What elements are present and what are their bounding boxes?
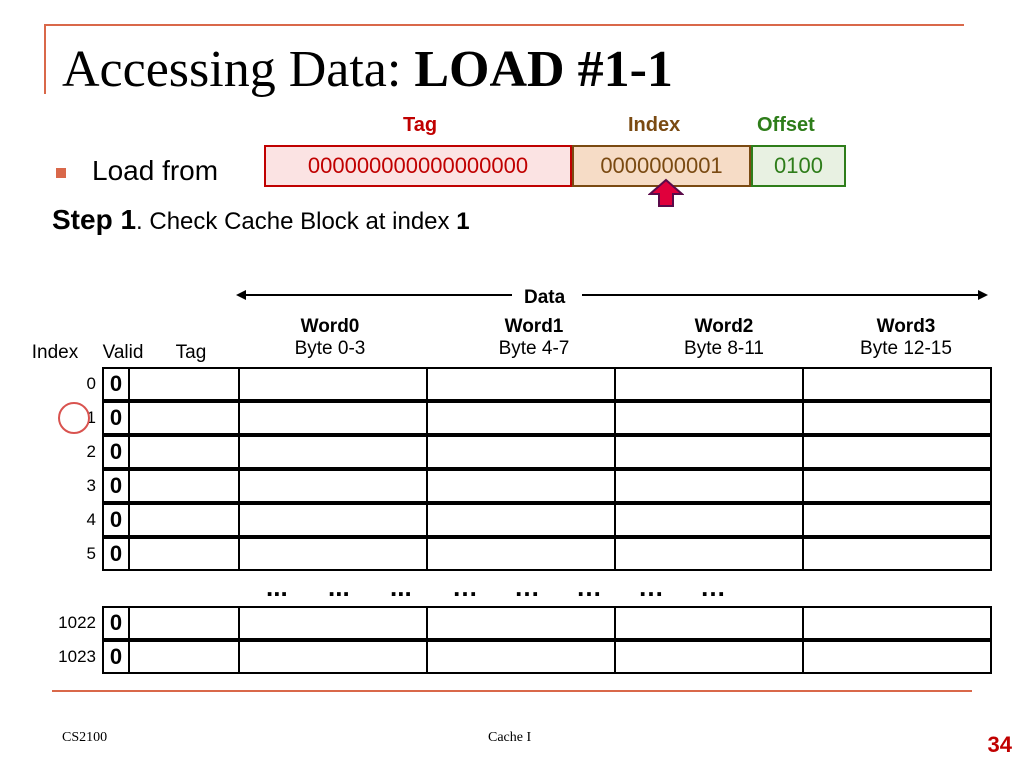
tag-column-header: Tag [175,342,207,363]
step-line [52,204,470,236]
word1-cell [428,608,616,638]
tag-cell [130,403,240,433]
cache-row [102,435,992,469]
word2-cell [616,369,804,399]
up-arrow-icon [648,178,684,208]
valid-cell: 0 [104,369,130,399]
row-index-label: 4 [86,510,96,529]
data-span-arrow [236,286,988,304]
word0-cell [240,642,428,672]
word3-cell [804,539,990,569]
row-index-label: 1 [86,408,96,427]
word3-header: Word3 Byte 12-15 [860,316,952,359]
cache-row [102,503,992,537]
word3-cell [804,403,990,433]
valid-column-header: Valid [102,342,144,363]
word1-cell [428,505,616,535]
cache-row [102,606,992,640]
tag-cell [130,437,240,467]
bullet-square-icon [56,168,66,178]
valid-cell: 0 [104,642,130,672]
word0-cell [240,369,428,399]
top-border-line [44,24,964,26]
word2-cell [616,403,804,433]
word2-cell [616,642,804,672]
valid-cell: 0 [104,437,130,467]
word3-cell [804,642,990,672]
highlight-circle [58,402,90,434]
bullet-text: Load from [92,155,219,186]
word1-cell [428,369,616,399]
word3-cell [804,369,990,399]
word0-cell [240,437,428,467]
valid-cell: 0 [104,608,130,638]
word0-cell [240,403,428,433]
row-index-label: 0 [86,374,96,393]
offset-bits-box: 0100 [751,145,846,187]
word1-header: Word1 Byte 4-7 [498,316,570,359]
row-index-label: 2 [86,442,96,461]
footer-title: Cache I [488,730,532,745]
step-label: Step 1 [52,204,137,235]
index-field-label: Index [628,114,681,136]
cache-row [102,401,992,435]
valid-cell: 0 [104,403,130,433]
valid-cell: 0 [104,471,130,501]
word1-cell [428,471,616,501]
ellipsis-row: ... ... ... … … … … … [266,572,726,602]
valid-cell: 0 [104,539,130,569]
word1-cell [428,642,616,672]
tag-cell [130,471,240,501]
data-label: Data [524,287,566,308]
index-bits-box: 0000000001 [572,145,751,187]
title-bold: LOAD #1-1 [414,41,673,98]
word2-header: Word2 Byte 8-11 [684,316,764,359]
word2-cell [616,539,804,569]
tag-cell [130,369,240,399]
tag-field-label: Tag [403,114,438,136]
footer-course: CS2100 [62,730,108,745]
word2-cell [616,608,804,638]
tag-cell [130,608,240,638]
offset-field-label: Offset [757,114,815,136]
step-text: . Check Cache Block at index [136,208,457,235]
word3-cell [804,505,990,535]
cache-row [102,367,992,401]
valid-cell: 0 [104,505,130,535]
row-index-label: 3 [86,476,96,495]
tag-bits-box: 000000000000000000 [264,145,572,187]
word1-cell [428,403,616,433]
tag-cell [130,539,240,569]
left-border-line [44,24,46,94]
title-plain: Accessing Data: [62,41,415,98]
word0-header: Word0 Byte 0-3 [294,316,366,359]
slide-title [62,40,673,99]
word2-cell [616,471,804,501]
row-index-label: 1023 [58,647,96,666]
footer-divider [52,690,972,692]
page-number: 34 [987,732,1012,757]
step-index: 1 [456,208,470,235]
word3-cell [804,608,990,638]
word2-cell [616,437,804,467]
word0-cell [240,471,428,501]
word1-cell [428,437,616,467]
tag-cell [130,642,240,672]
word0-cell [240,608,428,638]
index-column-header: Index [31,342,79,363]
word3-cell [804,471,990,501]
word1-cell [428,539,616,569]
cache-row [102,640,992,674]
cache-row [102,537,992,571]
word0-cell [240,539,428,569]
cache-row [102,469,992,503]
word2-cell [616,505,804,535]
word3-cell [804,437,990,467]
row-index-label: 1022 [58,613,96,632]
tag-cell [130,505,240,535]
row-index-label: 5 [86,544,96,563]
word0-cell [240,505,428,535]
